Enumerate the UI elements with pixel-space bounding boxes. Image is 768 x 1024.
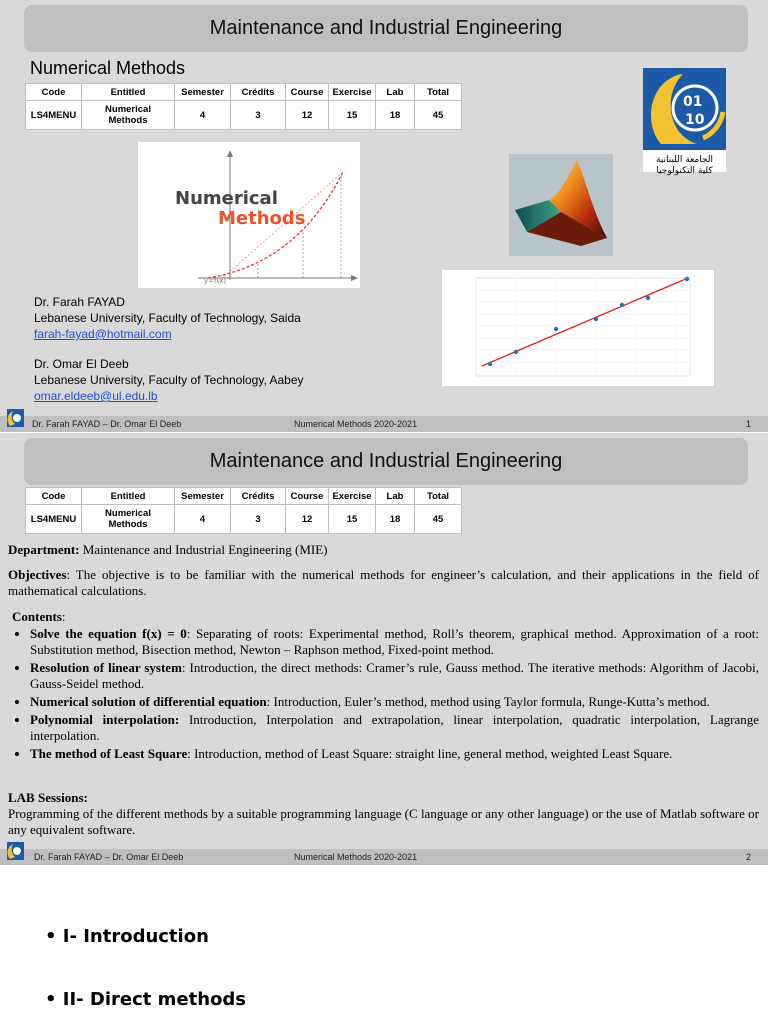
matlab-surface-image [509, 154, 613, 256]
table-cell: 3 [231, 101, 286, 130]
author-block-1 [34, 294, 301, 342]
lab-text: Programming of the different methods by a suitable programming language (C language or any other language) or the use of Matlab software or any equivalent software. [8, 806, 759, 837]
table-cell: 45 [415, 101, 462, 130]
contents-heading: Contents: [12, 609, 66, 624]
table-row [26, 505, 462, 534]
svg-text:10: 10 [685, 112, 705, 128]
list-item-text: : Introduction, Euler’s method, method using Taylor formula, Runge-Kutta’s method. [266, 694, 710, 709]
course-subtitle: Numerical Methods [30, 58, 186, 78]
outline-item: • I- Introduction [45, 926, 209, 947]
list-item-heading: The method of Least Square [30, 746, 188, 761]
table-header-row [26, 84, 462, 101]
table-header: Exercise [329, 488, 376, 505]
table-header: Lab [376, 84, 415, 101]
contents-label: Contents [12, 609, 62, 624]
lab-sessions [8, 790, 759, 838]
list-item-text: : Introduction, method of Least Square: straight line, general method, weighted Least Square. [187, 746, 673, 761]
table-cell: Numerical Methods [82, 101, 175, 130]
list-item [30, 746, 759, 762]
objectives-label: Objectives [8, 567, 67, 582]
table-cell: 18 [376, 505, 415, 534]
slide-3 [0, 865, 768, 1024]
list-item-text: : Separating of roots: Experimental method, Roll’s theorem, graphical method. Approximation of a root: Substitution method, Bisection method, Newton – Raphson method, Fixed-point method. [30, 626, 759, 657]
nm-image-eq-label: y=f(x) [204, 277, 227, 285]
table-header: Crédits [231, 488, 286, 505]
department-line [8, 542, 759, 558]
footer-page-number: 2 [746, 852, 752, 862]
nm-image-word1: Numerical [175, 188, 278, 209]
table-cell: 12 [286, 505, 329, 534]
objectives-text: : The objective is to be familiar with the numerical methods for engineer’s calculation, and their applications in the field of mathematical calculations. [8, 567, 759, 598]
table-header: Exercise [329, 84, 376, 101]
table-cell: Numerical Methods [82, 505, 175, 534]
table-cell: 18 [376, 101, 415, 130]
contents-list [8, 626, 759, 764]
table-cell: 15 [329, 505, 376, 534]
table-header: Total [415, 488, 462, 505]
author-affiliation: Lebanese University, Faculty of Technology, Saida [34, 311, 301, 325]
table-cell: 3 [231, 505, 286, 534]
course-table [25, 83, 462, 130]
table-header: Lab [376, 488, 415, 505]
footer-authors: Dr. Farah FAYAD – Dr. Omar El Deeb [34, 852, 184, 862]
svg-text:01: 01 [683, 94, 703, 110]
list-item-heading: Solve the equation f(x) = 0 [30, 626, 187, 641]
slide-footer [0, 416, 768, 432]
list-item-heading: Numerical solution of differential equation [30, 694, 267, 709]
table-header: Crédits [231, 84, 286, 101]
list-item [30, 626, 759, 658]
table-row [26, 101, 462, 130]
course-table [25, 487, 462, 534]
logo-arabic-line2: كلية التكنولوجيا [656, 166, 713, 176]
footer-page-number: 1 [746, 419, 752, 429]
slide-1 [0, 0, 768, 432]
lab-label: LAB Sessions: [8, 790, 88, 805]
numerical-methods-image [138, 142, 360, 288]
university-logo [643, 68, 726, 176]
university-logo-icon [4, 407, 26, 429]
list-item [30, 694, 759, 710]
table-cell: 4 [175, 101, 231, 130]
author-name: Dr. Omar El Deeb [34, 357, 129, 371]
table-cell: 12 [286, 101, 329, 130]
list-item-heading: Polynomial interpolation: [30, 712, 180, 727]
slide-2 [0, 433, 768, 865]
table-header-row [26, 488, 462, 505]
author-affiliation: Lebanese University, Faculty of Technology, Aabey [34, 373, 304, 387]
department-label: Department: [8, 542, 80, 557]
list-item-heading: Resolution of linear system [30, 660, 182, 675]
table-cell: 45 [415, 505, 462, 534]
author-name: Dr. Farah FAYAD [34, 295, 125, 309]
table-header: Total [415, 84, 462, 101]
department-text: Maintenance and Industrial Engineering (MIE) [79, 542, 328, 557]
slide-footer [0, 849, 768, 865]
table-header: Semester [175, 488, 231, 505]
regression-plot-image [442, 270, 714, 386]
footer-course: Numerical Methods 2020-2021 [294, 419, 418, 429]
university-logo-icon [4, 840, 26, 862]
list-item [30, 660, 759, 692]
footer-course: Numerical Methods 2020-2021 [294, 852, 418, 862]
table-header: Course [286, 84, 329, 101]
table-header: Semester [175, 84, 231, 101]
footer-authors: Dr. Farah FAYAD – Dr. Omar El Deeb [32, 419, 182, 429]
table-header: Course [286, 488, 329, 505]
table-header: Code [26, 488, 82, 505]
author-email-link[interactable]: omar.eldeeb@ul.edu.lb [34, 389, 158, 403]
table-cell: LS4MENU [26, 505, 82, 534]
slide-title: Maintenance and Industrial Engineering [24, 438, 748, 485]
author-block-2 [34, 356, 304, 404]
logo-arabic-line1: الجامعة اللبنانية [655, 155, 714, 165]
list-item [30, 712, 759, 744]
table-cell: 4 [175, 505, 231, 534]
outline-item: • II- Direct methods [45, 989, 246, 1010]
objectives-paragraph [8, 567, 759, 599]
list-item-text: : Introduction, the direct methods: Cramer’s rule, Gauss method. The iterative methods: Algorithm of Jacobi, Gauss-Seidel method. [30, 660, 759, 691]
list-item-text: Introduction, Interpolation and extrapolation, linear interpolation, quadratic interpolation, Lagrange interpolation. [30, 712, 759, 743]
slide-title: Maintenance and Industrial Engineering [24, 5, 748, 52]
table-header: Code [26, 84, 82, 101]
author-email-link[interactable]: farah-fayad@hotmail.com [34, 327, 172, 341]
table-cell: 15 [329, 101, 376, 130]
nm-image-word2: Methods [218, 208, 306, 229]
table-cell: LS4MENU [26, 101, 82, 130]
table-header: Entitled [82, 488, 175, 505]
table-header: Entitled [82, 84, 175, 101]
